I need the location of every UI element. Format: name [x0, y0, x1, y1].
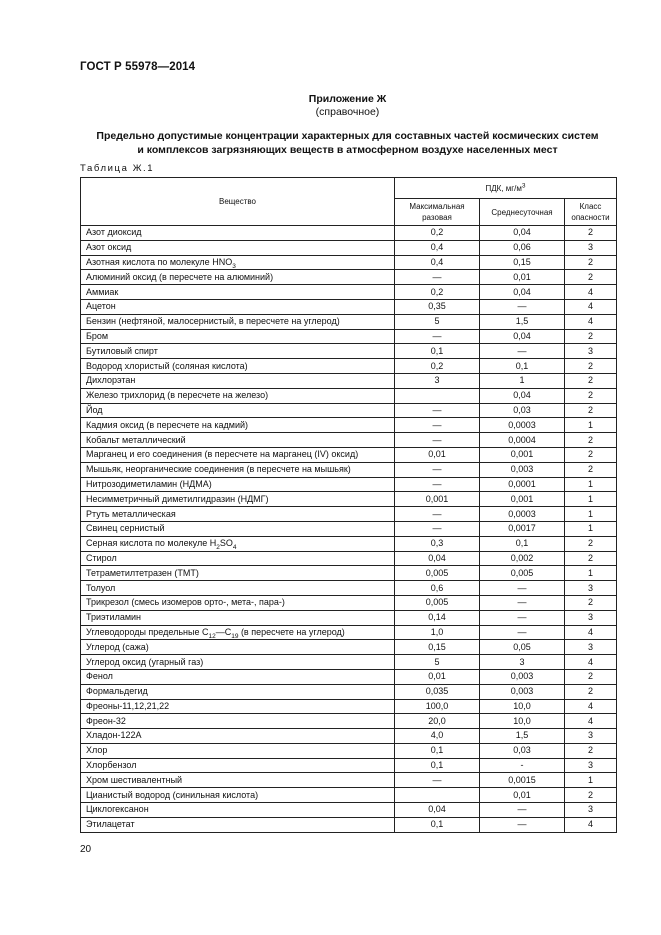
- hazard-class-value: 3: [565, 729, 617, 744]
- table-row: [81, 595, 617, 610]
- substance-name: Фреоны-11,12,21,22: [81, 699, 395, 714]
- table-row: [81, 507, 617, 522]
- daily-average-value: 0,15: [480, 255, 565, 270]
- table-row: [81, 699, 617, 714]
- table-row: [81, 743, 617, 758]
- max-single-value: 0,001: [395, 492, 480, 507]
- daily-average-value: -: [480, 758, 565, 773]
- daily-average-value: 10,0: [480, 699, 565, 714]
- header-pdk: ПДК, $мг/м^3$: [395, 178, 617, 199]
- substance-name: Триэтиламин: [81, 610, 395, 625]
- table-row: [81, 521, 617, 536]
- hazard-class-value: 2: [565, 462, 617, 477]
- substance-name: Ртуть металлическая: [81, 507, 395, 522]
- daily-average-value: 1,5: [480, 729, 565, 744]
- max-single-value: —: [395, 507, 480, 522]
- hazard-class-value: 2: [565, 270, 617, 285]
- substance-name: Трикрезол (смесь изомеров орто-, мета-, пара-): [81, 595, 395, 610]
- max-single-value: 0,15: [395, 640, 480, 655]
- substance-name: Толуол: [81, 581, 395, 596]
- substance-name: Мышьяк, неорганические соединения (в пересчете на мышьяк): [81, 462, 395, 477]
- annex-note: (справочное): [315, 106, 380, 118]
- substance-name: Фреон-32: [81, 714, 395, 729]
- daily-average-value: 0,1: [480, 359, 565, 374]
- substance-name: Азотная кислота по молекуле $HNO_3$: [81, 255, 395, 270]
- hazard-class-value: 4: [565, 314, 617, 329]
- hazard-class-value: 2: [565, 329, 617, 344]
- header-substance: Вещество: [81, 178, 395, 226]
- max-single-value: 20,0: [395, 714, 480, 729]
- table-row: [81, 610, 617, 625]
- daily-average-value: 0,0015: [480, 773, 565, 788]
- table-row: [81, 285, 617, 300]
- daily-average-value: 0,0004: [480, 433, 565, 448]
- hazard-class-value: 3: [565, 581, 617, 596]
- substance-name: Дихлорэтан: [81, 373, 395, 388]
- substance-name: Несимметричный диметилгидразин (НДМГ): [81, 492, 395, 507]
- daily-average-value: 0,003: [480, 462, 565, 477]
- hazard-class-value: 1: [565, 773, 617, 788]
- hazard-class-value: 4: [565, 714, 617, 729]
- header-max-single: Максимальная разовая: [395, 199, 480, 226]
- hazard-class-value: 1: [565, 507, 617, 522]
- table-row: [81, 773, 617, 788]
- annex-title: Приложение Ж: [308, 93, 387, 105]
- substance-name: Бутиловый спирт: [81, 344, 395, 359]
- hazard-class-value: 1: [565, 418, 617, 433]
- hazard-class-value: 2: [565, 433, 617, 448]
- substance-name: Углерод оксид (угарный газ): [81, 655, 395, 670]
- heading-line-1: Предельно допустимые концентрации характерных для составных частей космических систем: [96, 130, 599, 142]
- hazard-class-value: 1: [565, 492, 617, 507]
- substance-name: Йод: [81, 403, 395, 418]
- table-row: [81, 625, 617, 640]
- max-single-value: —: [395, 477, 480, 492]
- table-body: [81, 226, 617, 833]
- hazard-class-value: 2: [565, 684, 617, 699]
- max-single-value: 5: [395, 655, 480, 670]
- substance-name: Азот оксид: [81, 240, 395, 255]
- table-row: [81, 640, 617, 655]
- table-row: [81, 344, 617, 359]
- max-single-value: 0,035: [395, 684, 480, 699]
- substance-name: Свинец сернистый: [81, 521, 395, 536]
- table-row: [81, 817, 617, 832]
- max-single-value: 1,0: [395, 625, 480, 640]
- substance-name: Формальдегид: [81, 684, 395, 699]
- daily-average-value: 0,002: [480, 551, 565, 566]
- table-row: [81, 403, 617, 418]
- table-row: [81, 684, 617, 699]
- hazard-class-value: 1: [565, 521, 617, 536]
- concentration-table: [80, 177, 617, 833]
- daily-average-value: 10,0: [480, 714, 565, 729]
- table-row: [81, 270, 617, 285]
- substance-name: Кадмия оксид (в пересчете на кадмий): [81, 418, 395, 433]
- daily-average-value: 1,5: [480, 314, 565, 329]
- daily-average-value: 0,04: [480, 285, 565, 300]
- table-row: [81, 314, 617, 329]
- max-single-value: —: [395, 521, 480, 536]
- max-single-value: 0,1: [395, 743, 480, 758]
- hazard-class-value: 1: [565, 566, 617, 581]
- daily-average-value: 0,001: [480, 492, 565, 507]
- daily-average-value: —: [480, 817, 565, 832]
- table-row: [81, 299, 617, 314]
- hazard-class-value: 2: [565, 447, 617, 462]
- table-row: [81, 418, 617, 433]
- table-row: [81, 462, 617, 477]
- substance-name: Кобальт металлический: [81, 433, 395, 448]
- hazard-class-value: 2: [565, 403, 617, 418]
- hazard-class-value: 4: [565, 285, 617, 300]
- substance-name: Аммиак: [81, 285, 395, 300]
- hazard-class-value: 2: [565, 743, 617, 758]
- max-single-value: —: [395, 433, 480, 448]
- hazard-class-value: 3: [565, 758, 617, 773]
- max-single-value: 0,6: [395, 581, 480, 596]
- table-row: [81, 255, 617, 270]
- table-caption: Таблица Ж.1: [80, 163, 155, 174]
- hazard-class-value: 3: [565, 610, 617, 625]
- substance-name: Углерод (сажа): [81, 640, 395, 655]
- table-row: [81, 581, 617, 596]
- daily-average-value: 0,0001: [480, 477, 565, 492]
- substance-name: Бензин (нефтяной, малосернистый, в пересчете на углерод): [81, 314, 395, 329]
- max-single-value: 5: [395, 314, 480, 329]
- substance-name: Серная кислота по молекуле $H_2SO_4$: [81, 536, 395, 551]
- hazard-class-value: 3: [565, 803, 617, 818]
- daily-average-value: 0,01: [480, 270, 565, 285]
- annex-header: [80, 93, 615, 119]
- max-single-value: —: [395, 403, 480, 418]
- substance-name: Фенол: [81, 669, 395, 684]
- table-row: [81, 329, 617, 344]
- substance-name: Цианистый водород (синильная кислота): [81, 788, 395, 803]
- max-single-value: 0,2: [395, 285, 480, 300]
- max-single-value: 0,01: [395, 669, 480, 684]
- daily-average-value: —: [480, 344, 565, 359]
- substance-name: Бром: [81, 329, 395, 344]
- page-number: 20: [80, 844, 92, 855]
- daily-average-value: 0,005: [480, 566, 565, 581]
- substance-name: Марганец и его соединения (в пересчете на марганец (IV) оксид): [81, 447, 395, 462]
- table-row: [81, 536, 617, 551]
- daily-average-value: 0,04: [480, 226, 565, 241]
- hazard-class-value: 3: [565, 344, 617, 359]
- table-row: [81, 240, 617, 255]
- daily-average-value: —: [480, 299, 565, 314]
- daily-average-value: —: [480, 595, 565, 610]
- substance-name: Этилацетат: [81, 817, 395, 832]
- hazard-class-value: 3: [565, 640, 617, 655]
- hazard-class-value: 4: [565, 817, 617, 832]
- max-single-value: [395, 788, 480, 803]
- max-single-value: 0,4: [395, 255, 480, 270]
- max-single-value: 0,2: [395, 226, 480, 241]
- substance-name: Алюминий оксид (в пересчете на алюминий): [81, 270, 395, 285]
- daily-average-value: 3: [480, 655, 565, 670]
- substance-name: Азот диоксид: [81, 226, 395, 241]
- hazard-class-value: 2: [565, 788, 617, 803]
- table-row: [81, 477, 617, 492]
- daily-average-value: 0,03: [480, 403, 565, 418]
- max-single-value: 0,1: [395, 817, 480, 832]
- substance-name: Хром шестивалентный: [81, 773, 395, 788]
- substance-name: Железо трихлорид (в пересчете на железо): [81, 388, 395, 403]
- hazard-class-value: 3: [565, 240, 617, 255]
- table-row: [81, 447, 617, 462]
- daily-average-value: 0,06: [480, 240, 565, 255]
- table-row: [81, 433, 617, 448]
- substance-name: Водород хлористый (соляная кислота): [81, 359, 395, 374]
- daily-average-value: 0,04: [480, 329, 565, 344]
- substance-name: Тетраметилтетразен (ТМТ): [81, 566, 395, 581]
- daily-average-value: —: [480, 610, 565, 625]
- max-single-value: 0,2: [395, 359, 480, 374]
- max-single-value: 0,005: [395, 566, 480, 581]
- daily-average-value: 0,1: [480, 536, 565, 551]
- table-row: [81, 359, 617, 374]
- max-single-value: 0,01: [395, 447, 480, 462]
- daily-average-value: 0,01: [480, 788, 565, 803]
- max-single-value: 4,0: [395, 729, 480, 744]
- substance-name: Углеводороды предельные $C_{12}—C_{19}$ (в пересчете на углерод): [81, 625, 395, 640]
- hazard-class-value: 4: [565, 299, 617, 314]
- table-row: [81, 226, 617, 241]
- hazard-class-value: 2: [565, 359, 617, 374]
- max-single-value: 0,35: [395, 299, 480, 314]
- header-daily-average: Среднесуточная: [480, 199, 565, 226]
- daily-average-value: —: [480, 803, 565, 818]
- hazard-class-value: 4: [565, 655, 617, 670]
- daily-average-value: 0,0017: [480, 521, 565, 536]
- max-single-value: 0,005: [395, 595, 480, 610]
- daily-average-value: 0,0003: [480, 507, 565, 522]
- max-single-value: 0,1: [395, 758, 480, 773]
- table-row: [81, 788, 617, 803]
- daily-average-value: 1: [480, 373, 565, 388]
- hazard-class-value: 4: [565, 625, 617, 640]
- max-single-value: 0,3: [395, 536, 480, 551]
- daily-average-value: 0,05: [480, 640, 565, 655]
- max-single-value: 0,14: [395, 610, 480, 625]
- hazard-class-value: 2: [565, 595, 617, 610]
- table-row: [81, 714, 617, 729]
- max-single-value: —: [395, 773, 480, 788]
- max-single-value: 0,1: [395, 344, 480, 359]
- max-single-value: —: [395, 329, 480, 344]
- table-row: [81, 758, 617, 773]
- heading-line-2: и комплексов загрязняющих веществ в атмосферном воздухе населенных мест: [137, 144, 558, 156]
- table-row: [81, 373, 617, 388]
- max-single-value: —: [395, 462, 480, 477]
- max-single-value: 3: [395, 373, 480, 388]
- max-single-value: —: [395, 418, 480, 433]
- daily-average-value: 0,04: [480, 388, 565, 403]
- hazard-class-value: 2: [565, 388, 617, 403]
- hazard-class-value: 2: [565, 255, 617, 270]
- table-row: [81, 551, 617, 566]
- hazard-class-value: 1: [565, 477, 617, 492]
- table-row: [81, 566, 617, 581]
- max-single-value: —: [395, 270, 480, 285]
- hazard-class-value: 4: [565, 699, 617, 714]
- substance-name: Хладон-122А: [81, 729, 395, 744]
- substance-name: Хлор: [81, 743, 395, 758]
- max-single-value: 100,0: [395, 699, 480, 714]
- daily-average-value: 0,0003: [480, 418, 565, 433]
- table-row: [81, 655, 617, 670]
- hazard-class-value: 2: [565, 226, 617, 241]
- standard-designation: ГОСТ Р 55978—2014: [80, 61, 196, 73]
- max-single-value: 0,4: [395, 240, 480, 255]
- hazard-class-value: 2: [565, 373, 617, 388]
- substance-name: Циклогексанон: [81, 803, 395, 818]
- hazard-class-value: 2: [565, 551, 617, 566]
- daily-average-value: —: [480, 625, 565, 640]
- substance-name: Ацетон: [81, 299, 395, 314]
- table-row: [81, 803, 617, 818]
- max-single-value: 0,04: [395, 803, 480, 818]
- hazard-class-value: 2: [565, 669, 617, 684]
- substance-name: Стирол: [81, 551, 395, 566]
- table-row: [81, 669, 617, 684]
- daily-average-value: 0,003: [480, 669, 565, 684]
- hazard-class-value: 2: [565, 536, 617, 551]
- daily-average-value: —: [480, 581, 565, 596]
- header-hazard-class: Класс опасности: [565, 199, 617, 226]
- max-single-value: [395, 388, 480, 403]
- daily-average-value: 0,03: [480, 743, 565, 758]
- substance-name: Хлорбензол: [81, 758, 395, 773]
- table-row: [81, 492, 617, 507]
- table-row: [81, 388, 617, 403]
- daily-average-value: 0,001: [480, 447, 565, 462]
- daily-average-value: 0,003: [480, 684, 565, 699]
- document-heading: [80, 129, 615, 157]
- table-row: [81, 729, 617, 744]
- substance-name: Нитрозодиметиламин (НДМА): [81, 477, 395, 492]
- max-single-value: 0,04: [395, 551, 480, 566]
